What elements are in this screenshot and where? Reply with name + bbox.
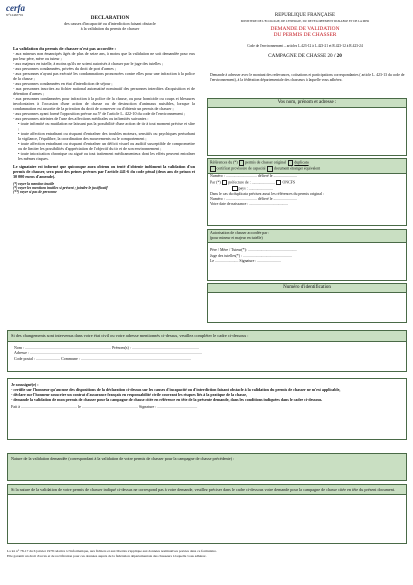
declaration-title: DECLARATION	[90, 15, 130, 21]
declaration-title-block	[40, 15, 180, 31]
certify-sign-row[interactable]: Fait à ........................................................ le ........................................................ Signature : ........................................	[11, 404, 198, 409]
footer-legal	[7, 549, 407, 558]
numero-row[interactable]: Numéro : ................................ délivré le ........................	[210, 174, 297, 179]
certify-section	[7, 378, 407, 440]
incapacity-heading: La validation du permis de chasser n'est pas accordée :	[13, 46, 116, 51]
change-address-row[interactable]: Adresse : ............................................................................................................................................................................	[14, 350, 202, 356]
change-city-row[interactable]: Code postal : ........................ Commune : ..............................................................................................................	[14, 355, 191, 361]
change-section	[7, 330, 407, 372]
ministry-label: MINISTERE DE L'ECOLOGIE, DE L'ENERGIE, DU DEVELOPPEMENT DURABLE ET DE LA MER	[240, 18, 370, 23]
republic-label: REPUBLIQUE FRANÇAISE	[274, 13, 336, 18]
incapacity-column	[13, 46, 195, 195]
par-label: Par (*)	[210, 180, 221, 185]
auth-signature-label: Signature :	[239, 258, 257, 263]
authorization-subtitle: (pour mineur et majeur en tutelle)	[210, 236, 263, 241]
judge-row[interactable]: Juge des tutelles(*) : ..................................................	[210, 253, 292, 258]
footnote-1: (*) rayer la mention inutile	[13, 182, 55, 186]
incapacity-item: • toute affection entraînant ou risquant d'entraîner un déficit visuel ou auditif susceptible de compromettre ou de limiter les possibilités d'appréciation de l'objectif du tir et de son environnement ;	[18, 141, 195, 151]
certify-line1: - certifie sur l'honneur qu'aucune des dispositions de la déclaration ci-dessus sur les causes d'incapacité ou d'interdiction faisant obstacle à la validation du permis de chasser ne m'est applicable,	[11, 387, 341, 392]
incapacity-item: - aux personnes condamnées en état d'interdiction de séjour ;	[13, 81, 113, 86]
label-original: permis de chasser original	[245, 160, 286, 165]
change-cp-label: Code postal :	[14, 355, 36, 361]
numero2-label: Numéro :	[210, 197, 225, 201]
footer-line1: La loi n° 78-17 du 6 janvier 1978 relative à l'informatique, aux fichiers et aux libertés s'applique aux données nominatives portées dans ce formulaire.	[7, 549, 217, 553]
checkbox-pays[interactable]	[232, 186, 238, 192]
incapacity-list	[13, 51, 195, 161]
campaign-separator: / 20	[333, 52, 342, 59]
references-box	[207, 158, 407, 226]
republic-block	[205, 13, 405, 60]
incapacity-item: - aux mineurs non émancipés âgés de plus de seize ans, à moins que la validation ne soit demandée pour eux par leur père, mère ou tuteur ;	[13, 51, 195, 61]
name-address-box[interactable]	[207, 98, 407, 156]
certify-intro: Je soussigné(e) :	[11, 382, 39, 387]
nature-title: Nature de la validation demandée (correspondant à la validation de votre permis de chasser pour la campagne de chasse précédente) :	[11, 456, 235, 461]
change-prenom-label: Prénom(s) :	[112, 345, 131, 350]
incapacity-item: - aux personnes n'ayant pas exécuté les condamnations prononcées contre elles pour une infraction à la police de la chasse ;	[13, 71, 195, 81]
certify-line2: - déclare sur l'honneur souscrire un contrat d'assurance français en responsabilité civile couvrant les risques liés à la pratique de la chasse,	[11, 392, 248, 397]
footnote-2: (*) rayer les mentions inutiles si présent ; joindre le justificatif	[13, 186, 108, 191]
delivre2-label: délivré le	[257, 197, 273, 201]
incapacity-item: • toute infirmité ou mutilation ne laissant pas la possibilité d'une action de tir à tout moment précise et sûre ;	[18, 121, 195, 131]
prefecture-label: préfecture de :	[228, 180, 251, 185]
checkbox-duplicata[interactable]	[288, 160, 294, 166]
change-nom-label: Nom :	[14, 345, 25, 350]
references-label: Références du (*)	[210, 160, 238, 165]
request-title-2: DU PERMIS DE CHASSER	[273, 32, 337, 38]
identification-header: Numéro d'identification	[208, 284, 406, 293]
auth-date-label: Le	[210, 258, 215, 263]
duplicata-text: Dans le cas du duplicata précisez aussi les références du permis original :	[210, 191, 325, 196]
references-header	[208, 159, 406, 174]
code-reference: Code de l'environnement – articles L.423-12 à L.423-21 et R.423-12 à R.423-24	[247, 43, 363, 48]
intro-text: Demande à adresser avec le montant des redevances, cotisations et participations correspondantes ( article L. 423-13 du code de l'environnement), à la fédération départementale des chasseurs à laquelle vous adhérez.	[210, 73, 405, 82]
campaign-line	[205, 53, 405, 60]
incapacity-item: - aux personnes condamnées pour infraction à la police de la chasse, ou pour homicide ou coups et blessures involontaires à l'occasion d'une action de chasse ou de destruction d'animaux nuisibles, lorsque la condamnation est assortie de la privation du droit de conserver ou d'obtenir un permis de chasser ;	[13, 96, 195, 111]
certify-date-label: le	[78, 404, 81, 409]
pays-row[interactable]: pays : .........................	[210, 186, 404, 192]
label-duplicata: duplicata	[294, 160, 309, 165]
auth-sign-row[interactable]: Le ........................ Signature : ........................	[210, 258, 281, 263]
numero2-row[interactable]: Numéro : ................................ délivré le ........................	[210, 197, 297, 201]
parent-label: Père / Mère / Tuteur(*):	[210, 248, 247, 253]
alt-request-section[interactable]	[7, 484, 407, 544]
declaration-sub2: à la validation du permis de chasser	[80, 26, 140, 31]
cerfa-number: N°12465*01	[6, 13, 24, 17]
incapacity-item: - aux personnes atteintes de l'une des affections médicales ou infirmités suivantes :	[13, 116, 149, 121]
oncfs-label: ONCFS	[282, 180, 295, 185]
judge-label: Juge des tutelles(*) :	[210, 253, 243, 258]
par-row[interactable]: Par (*) préfecture de : ........................ ONCFS	[210, 180, 295, 185]
delivre-label: délivré le	[257, 174, 273, 179]
fraud-warning: Le signataire est informé que quiconque aura obtenu ou tenté d'obtenir indûment la validation d'un permis de chasser, sera puni des peines prévues par l'article 441-6 du code pénal (deux ans de prison et 30 000 euros d'amende).	[13, 164, 195, 179]
birthdate-label: Votre date de naissance :	[210, 202, 249, 207]
authorization-box	[207, 229, 407, 281]
change-adresse-label: Adresse :	[14, 350, 29, 356]
fait-a-label: Fait à	[11, 404, 20, 409]
name-address-header: Vos nom, prénom et adresse :	[208, 99, 406, 108]
numero-label: Numéro :	[210, 174, 225, 179]
checkbox-prefecture[interactable]	[222, 180, 228, 186]
request-title-1: DEMANDE DE VALIDATION	[270, 25, 340, 32]
cerfa-logo-block	[6, 4, 36, 18]
incapacity-item: - aux majeurs en tutelle, à moins qu'ils ne soient autorisés à chasser par le juge des tutelles ;	[13, 61, 164, 66]
incapacity-item: - aux personnes condamnées, privées du droit de port d'armes ;	[13, 66, 116, 71]
declaration-sub1: des causes d'incapacité ou d'interdiction faisant obstacle	[64, 21, 156, 26]
certify-line3: - demande la validation de mon permis de chasser pour la campagne de chasse citée en référence en tête de la présente demande, dans les conditions indiquées dans le cadre ci-dessous.	[11, 397, 323, 402]
label-foreign-doc: document étranger équivalent	[273, 166, 321, 171]
incapacity-item: • toute intoxication chronique ou aiguë ou tout traitement médicamenteux dont les effets peuvent entraîner les mêmes risques.	[18, 151, 195, 161]
incapacity-item: - aux personnes ayant formé l'opposition prévue au 5° de l'article L. 422-10 du code de l'environnement ;	[13, 111, 185, 116]
checkbox-original[interactable]	[239, 160, 245, 166]
checkbox-certificate[interactable]	[210, 166, 216, 172]
alt-request-header: Si la nature de la validation de votre permis de chasser indiqué ci-dessus ne correspond pas à votre demande, veuillez préciser dans le cadre ci-dessous votre demande pour la campagne de chasse citée en tête du présent document.	[8, 485, 406, 495]
label-certificate: certificat provisoire de capacité	[216, 166, 266, 171]
checkbox-oncfs[interactable]	[276, 180, 282, 186]
certify-signature-label: Signature :	[138, 404, 157, 409]
parent-row[interactable]: Père / Mère / Tuteur(*): ..................................................	[210, 248, 297, 253]
authorization-title: Autorisation de chasser accordée par :	[210, 231, 270, 235]
cerfa-logo: cerfa	[6, 3, 25, 13]
footnote-3: (**) rayer si pas de personne	[13, 190, 57, 195]
birthdate-row[interactable]: Votre date de naissance : ........................................	[210, 202, 289, 207]
incapacity-item: - aux personnes inscrites au fichier national automatisé nominatif des personnes interdites d'acquisition et de détention d'armes ;	[13, 86, 195, 96]
footer-line2: Elle garantit un droit d'accès et de rectification pour ces données auprès de la fédération départementale des chasseurs à laquelle vous adhérez.	[7, 553, 207, 558]
change-header: Si des changements sont intervenus dans votre état civil ou votre adresse mentionnés ci-dessus, veuillez compléter le cadre ci-dessous :	[8, 331, 406, 342]
authorization-header	[208, 230, 406, 243]
campaign-label: CAMPAGNE DE CHASSE 20	[268, 52, 333, 59]
change-commune-label: Commune :	[61, 355, 80, 361]
identification-box[interactable]	[207, 283, 407, 323]
nature-section[interactable]	[7, 453, 407, 481]
change-name-row[interactable]: Nom : ...................................................................................... Prénom(s) : ...................................................................	[14, 345, 199, 350]
pays-label: pays :	[238, 186, 248, 191]
incapacity-item: • toute affection entraînant ou risquant d'entraîner des troubles moteurs, sensitifs ou psychiques perturbant la vigilance, l'équilibre, la coordination des mouvements ou le comportement ;	[18, 131, 195, 141]
checkbox-foreign-doc[interactable]	[267, 166, 273, 172]
